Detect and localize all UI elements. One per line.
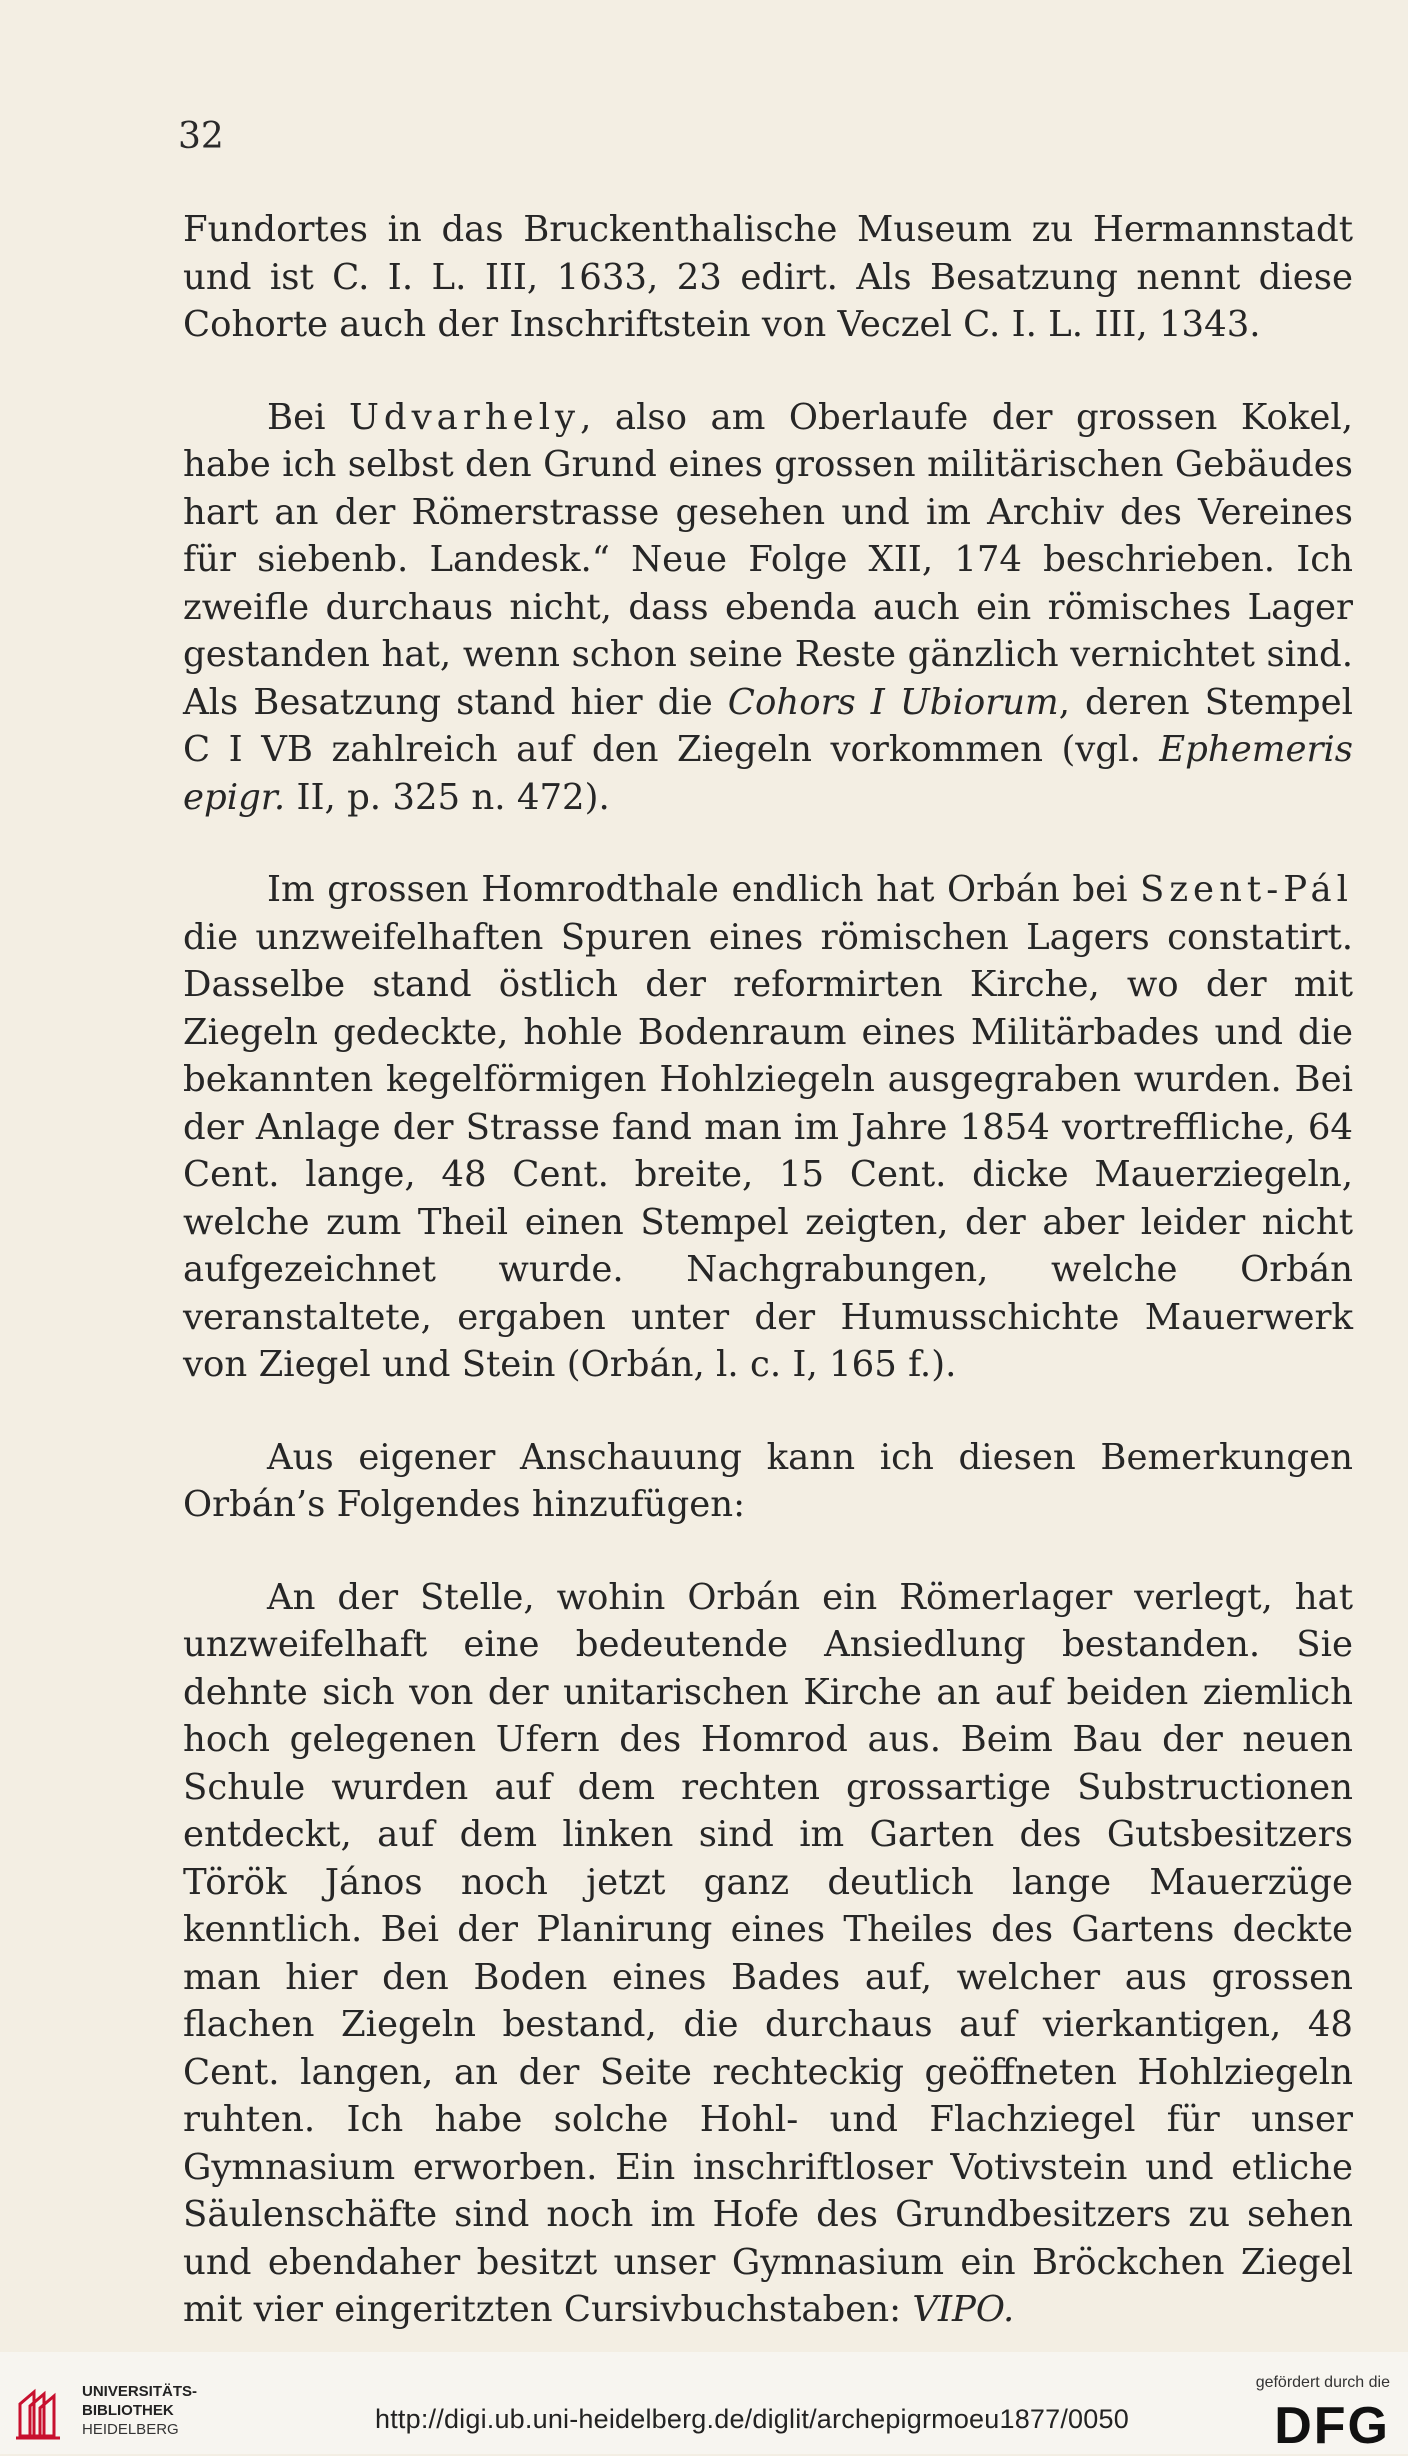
p2-text-g: II, p. 325 n. 472). — [296, 776, 610, 818]
place-szent-pal: Szent-Pál — [1140, 869, 1353, 910]
funded-by-label: gefördert durch die — [1255, 2374, 1390, 2391]
p2-text-c: , also am Oberlaufe der grossen Kokel, habe ich selbst den Grund eines grossen militärischen Gebäudes hart an der Römerstrasse gesehen und im Archiv des Vereines für siebenb. Landesk.“ Neue Folge XII, 174 beschrieben. Ich zweifle durchaus nicht, dass ebenda auch ein römisches Lager gestanden hat, wenn schon seine Reste gänzlich vernichtet sind. Als Besatzung stand hier die — [183, 396, 1353, 723]
cohort-name: Cohors I Ubiorum — [727, 681, 1059, 723]
p2-text-e: , deren Stempel C I VB zahlreich auf den Ziegeln vorkommen (vgl. — [183, 681, 1353, 770]
library-name-line-3: HEIDELBERG — [82, 2421, 179, 2438]
paragraph-2 — [183, 394, 1353, 822]
p3-text-c: die unzweifelhaften Spuren eines römischen Lagers constatirt. Dasselbe stand östlich der reformirten Kirche, wo der mit Ziegeln gedeckte, hohle Bodenraum eines Militärbades und die bekannten kegelförmigen Hohlziegeln ausgegraben wurden. Bei der Anlage der Strasse fand man im Jahre 1854 vortreffliche, 64 Cent. lange, 48 Cent. breite, 15 Cent. dicke Mauerziegeln, welche zum Theil einen Stempel zeigten, der aber leider nicht aufgezeichnet wurde. Nachgrabungen, welche Orbán veranstaltete, ergaben unter der Humusschichte Mauerwerk von Ziegel und Stein (Orbán, l. c. I, 165 f.). — [183, 916, 1353, 1385]
p2-text-a: Bei — [267, 396, 326, 438]
paragraph-4: Aus eigener Anschauung kann ich diesen Bemerkungen Orbán’s Folgendes hinzufügen: — [183, 1436, 1353, 1525]
paragraph-3 — [183, 866, 1353, 1389]
body-text — [183, 206, 1353, 2379]
dfg-logo: DFG — [1274, 2397, 1390, 2455]
paragraph-1: Fundortes in das Bruckenthalische Museum zu Hermannstadt und ist C. I. L. III, 1633, 23 edirt. Als Besatzung nennt diese Cohorte auch der Inschriftstein von Veczel C. I. L. III, 1343. — [183, 209, 1353, 345]
library-name-line-1: UNIVERSITÄTS- — [82, 2383, 198, 2400]
footer-bar — [0, 2352, 1408, 2454]
page-number: 32 — [178, 116, 224, 157]
inscription-vipo: VIPO. — [912, 2289, 1015, 2330]
university-library-logo-icon — [14, 2382, 72, 2442]
p3-text-a: Im grossen Homrodthale endlich hat Orbán bei — [267, 869, 1128, 910]
ephemeris-citation: Ephemeris epigr. — [183, 729, 1353, 818]
library-name-line-2: BIBLIOTHEK — [82, 2402, 174, 2419]
library-name — [82, 2382, 197, 2439]
paragraph-5 — [183, 1574, 1353, 2334]
p5-text-a: An der Stelle, wohin Orbán ein Römerlager verlegt, hat unzweifelhaft eine bedeutende Ansiedlung bestanden. Sie dehnte sich von der unitarischen Kirche an auf beiden ziemlich hoch gelegenen Ufern des Homrod aus. Beim Bau der neuen Schule wurden auf dem rechten grossartige Substructionen entdeckt, auf dem linken sind im Garten des Gutsbesitzers Török János noch jetzt ganz deutlich lange Mauerzüge kenntlich. Bei der Planirung eines Theiles des Gartens deckte man hier den Boden eines Bades auf, welcher aus grossen flachen Ziegeln bestand, die durchaus auf vierkantigen, 48 Cent. langen, an der Seite rechteckig geöffneten Hohlziegeln ruhten. Ich habe solche Hohl- und Flachziegel für unser Gymnasium erworben. Ein inschriftloser Votivstein und etliche Säulenschäfte sind noch im Hofe des Grundbesitzers zu sehen und ebendaher besitzt unser Gymnasium ein Bröckchen Ziegel mit vier eingeritzten Cursivbuchstaben: — [183, 1576, 1353, 2330]
place-udvarhely: Udvarhely — [348, 396, 581, 438]
permalink-url[interactable]: http://digi.ub.uni-heidelberg.de/diglit/archepigrmoeu1877/0050 — [375, 2404, 1129, 2434]
